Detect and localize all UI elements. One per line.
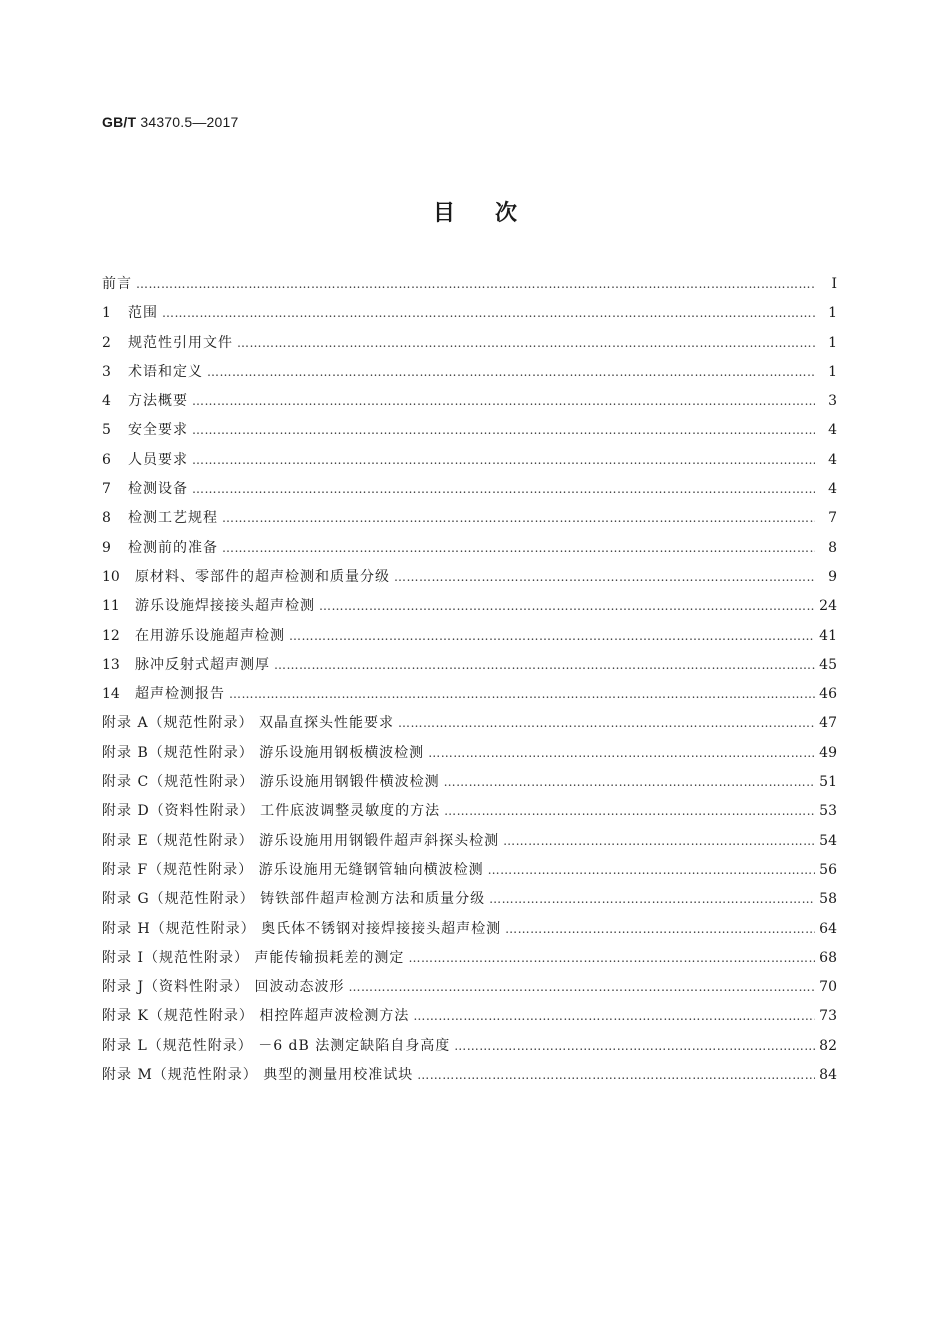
toc-entry-page: 45: [819, 656, 837, 673]
toc-entry-label: [102, 361, 203, 381]
toc-entry[interactable]: [102, 361, 837, 390]
toc-entry-text: 附录 F（规范性附录） 游乐设施用无缝钢管轴向横波检测: [102, 861, 484, 878]
toc-entry-page: 46: [819, 686, 837, 703]
toc-entry-label: [102, 918, 501, 938]
toc-dot-leader: [192, 453, 815, 467]
toc-entry-label: [102, 771, 440, 791]
toc-entry-page: 47: [819, 715, 837, 732]
toc-entry-page: 3: [828, 393, 837, 410]
toc-entry[interactable]: [102, 947, 837, 976]
toc-dot-leader: [413, 1009, 815, 1023]
toc-entry-text: 超声检测报告: [135, 686, 225, 703]
standard-prefix: GB/T: [102, 114, 137, 130]
title-char-2: 次: [495, 201, 518, 226]
toc-entry-label: [102, 712, 394, 732]
toc-entry[interactable]: [102, 1005, 837, 1034]
toc-entry[interactable]: [102, 654, 837, 683]
toc-dot-leader: [394, 570, 815, 584]
toc-dot-leader: [398, 716, 815, 730]
toc-entry[interactable]: [102, 771, 837, 800]
toc-entry[interactable]: [102, 742, 837, 771]
toc-entry-page: 4: [828, 451, 837, 468]
toc-entry-label: [102, 654, 270, 674]
toc-entry-number: 2: [102, 334, 111, 351]
toc-dot-leader: [444, 775, 815, 789]
toc-entry-page: 4: [828, 481, 837, 498]
toc-entry-label: [102, 683, 225, 703]
toc-entry[interactable]: [102, 537, 837, 566]
toc-entry-text: 原材料、零部件的超声检测和质量分级: [135, 568, 390, 585]
toc-entry-page: 24: [819, 598, 837, 615]
toc-dot-leader: [408, 951, 815, 965]
toc-dot-leader: [488, 863, 815, 877]
toc-entry[interactable]: [102, 888, 837, 917]
toc-entry-text: 方法概要: [128, 393, 188, 410]
toc-entry-text: 附录 J（资料性附录） 回波动态波形: [102, 979, 345, 996]
toc-entry-number: 12: [102, 627, 120, 644]
toc-entry-text: 检测前的准备: [128, 539, 218, 556]
toc-dot-leader: [505, 922, 815, 936]
toc-dot-leader: [192, 423, 815, 437]
toc-dot-leader: [222, 541, 815, 555]
toc-entry[interactable]: [102, 507, 837, 536]
toc-entry-number: 1: [102, 305, 111, 322]
toc-entry-text: 附录 M（规范性附录） 典型的测量用校准试块: [102, 1067, 414, 1084]
table-of-contents: [102, 273, 837, 1093]
toc-entry-label: [102, 449, 188, 469]
toc-entry-page: 53: [819, 803, 837, 820]
toc-entry-label: [102, 595, 315, 615]
toc-entry-text: 附录 H（规范性附录） 奥氏体不锈钢对接焊接接头超声检测: [102, 920, 502, 937]
toc-entry-label: [102, 1064, 413, 1084]
toc-entry-label: [102, 302, 158, 322]
toc-dot-leader: [237, 336, 815, 350]
toc-entry-label: [102, 625, 285, 645]
toc-entry-page: 84: [819, 1067, 837, 1084]
toc-dot-leader: [222, 511, 815, 525]
toc-entry[interactable]: [102, 419, 837, 448]
toc-dot-leader: [192, 482, 815, 496]
toc-entry-label: [102, 419, 188, 439]
toc-dot-leader: [207, 365, 815, 379]
toc-entry-text: 检测工艺规程: [128, 510, 218, 527]
toc-entry[interactable]: [102, 478, 837, 507]
toc-dot-leader: [349, 980, 815, 994]
toc-entry[interactable]: [102, 859, 837, 888]
toc-entry-text: 附录 L（规范性附录） －6 dB 法测定缺陷自身高度: [102, 1037, 451, 1054]
toc-entry[interactable]: [102, 390, 837, 419]
toc-entry-label: [102, 1005, 409, 1025]
toc-dot-leader: [417, 1068, 815, 1082]
toc-entry-page: Ⅰ: [831, 276, 837, 292]
toc-entry-text: 附录 E（规范性附录） 游乐设施用用钢锻件超声斜探头检测: [102, 832, 500, 849]
toc-entry-text: 附录 K（规范性附录） 相控阵超声波检测方法: [102, 1008, 410, 1025]
standard-code: [102, 114, 239, 130]
toc-dot-leader: [444, 804, 815, 818]
toc-dot-leader: [489, 892, 815, 906]
toc-entry-number: 4: [102, 393, 111, 410]
toc-entry-page: 58: [819, 891, 837, 908]
toc-entry-label: [102, 507, 218, 527]
toc-dot-leader: [319, 599, 815, 613]
page-title: [0, 196, 950, 227]
toc-entry-text: 安全要求: [128, 422, 188, 439]
toc-entry-page: 51: [819, 774, 837, 791]
toc-entry-text: 附录 C（规范性附录） 游乐设施用钢锻件横波检测: [102, 774, 440, 791]
toc-entry-page: 7: [828, 510, 837, 527]
toc-entry-page: 82: [819, 1037, 837, 1054]
toc-entry[interactable]: [102, 302, 837, 331]
toc-entry-number: 14: [102, 686, 120, 703]
toc-entry-text: 在用游乐设施超声检测: [135, 627, 285, 644]
toc-dot-leader: [428, 746, 815, 760]
toc-entry-label: [102, 478, 188, 498]
title-char-1: 目: [432, 201, 455, 226]
toc-dot-leader: [162, 306, 815, 320]
toc-entry[interactable]: [102, 918, 837, 947]
toc-entry-page: 4: [828, 422, 837, 439]
toc-entry-text: 游乐设施焊接接头超声检测: [135, 598, 315, 615]
toc-entry-page: 1: [828, 305, 837, 322]
toc-entry-page: 68: [819, 949, 837, 966]
toc-entry-text: 范围: [128, 305, 158, 322]
toc-entry-page: 41: [819, 627, 837, 644]
toc-entry-label: [102, 859, 484, 879]
toc-dot-leader: [503, 834, 815, 848]
toc-entry-text: 前言: [102, 276, 132, 292]
toc-entry-page: 1: [828, 334, 837, 351]
toc-entry-label: [102, 537, 218, 557]
toc-entry-label: [102, 947, 404, 967]
toc-entry-page: 1: [828, 363, 837, 380]
toc-entry[interactable]: [102, 1064, 837, 1093]
toc-entry-number: 11: [102, 598, 120, 615]
toc-entry[interactable]: [102, 1035, 837, 1064]
toc-entry-text: 附录 B（规范性附录） 游乐设施用钢板横波检测: [102, 744, 425, 761]
toc-entry[interactable]: [102, 332, 837, 361]
toc-entry-number: 9: [102, 539, 111, 556]
toc-entry-number: 7: [102, 481, 111, 498]
toc-entry-page: 70: [819, 979, 837, 996]
toc-entry[interactable]: [102, 976, 837, 1005]
toc-entry-page: 49: [819, 744, 837, 761]
toc-dot-leader: [289, 629, 815, 643]
toc-entry[interactable]: [102, 625, 837, 654]
toc-entry[interactable]: [102, 566, 837, 595]
standard-number: 34370.5—2017: [140, 114, 239, 130]
toc-entry-label: [102, 888, 485, 908]
toc-entry[interactable]: [102, 712, 837, 741]
toc-entry-text: 附录 G（规范性附录） 铸铁部件超声检测方法和质量分级: [102, 891, 486, 908]
toc-entry-text: 规范性引用文件: [128, 334, 233, 351]
toc-entry-text: 附录 I（规范性附录） 声能传输损耗差的测定: [102, 949, 405, 966]
toc-entry-number: 10: [102, 568, 120, 585]
toc-entry-text: 脉冲反射式超声测厚: [135, 656, 270, 673]
toc-entry-page: 73: [819, 1008, 837, 1025]
toc-entry[interactable]: [102, 830, 837, 859]
toc-entry-label: [102, 390, 188, 410]
toc-dot-leader: [229, 687, 815, 701]
toc-entry-page: 54: [819, 832, 837, 849]
toc-entry-label: [102, 332, 233, 352]
toc-entry-text: 附录 A（规范性附录） 双晶直探头性能要求: [102, 715, 395, 732]
toc-entry-text: 人员要求: [128, 451, 188, 468]
toc-entry-text: 术语和定义: [128, 363, 203, 380]
toc-entry[interactable]: [102, 449, 837, 478]
toc-entry-text: 检测设备: [128, 481, 188, 498]
toc-entry-label: [102, 976, 345, 996]
toc-entry[interactable]: [102, 683, 837, 712]
toc-entry[interactable]: [102, 595, 837, 624]
toc-entry-label: [102, 273, 132, 293]
toc-entry-page: 64: [819, 920, 837, 937]
toc-entry-page: 9: [828, 568, 837, 585]
toc-entry-label: [102, 830, 499, 850]
toc-entry-number: 6: [102, 451, 111, 468]
toc-entry-number: 3: [102, 363, 111, 380]
toc-entry-number: 5: [102, 422, 111, 439]
toc-entry-page: 8: [828, 539, 837, 556]
toc-entry-label: [102, 800, 440, 820]
toc-entry-text: 附录 D（资料性附录） 工件底波调整灵敏度的方法: [102, 803, 441, 820]
toc-entry-number: 13: [102, 656, 120, 673]
toc-entry-label: [102, 1035, 450, 1055]
toc-entry-label: [102, 566, 390, 586]
toc-entry-page: 56: [819, 861, 837, 878]
toc-entry-label: [102, 742, 424, 762]
toc-entry[interactable]: [102, 273, 837, 302]
toc-dot-leader: [274, 658, 815, 672]
toc-entry[interactable]: [102, 800, 837, 829]
toc-entry-number: 8: [102, 510, 111, 527]
toc-dot-leader: [192, 394, 815, 408]
toc-dot-leader: [136, 277, 815, 291]
toc-dot-leader: [454, 1039, 815, 1053]
